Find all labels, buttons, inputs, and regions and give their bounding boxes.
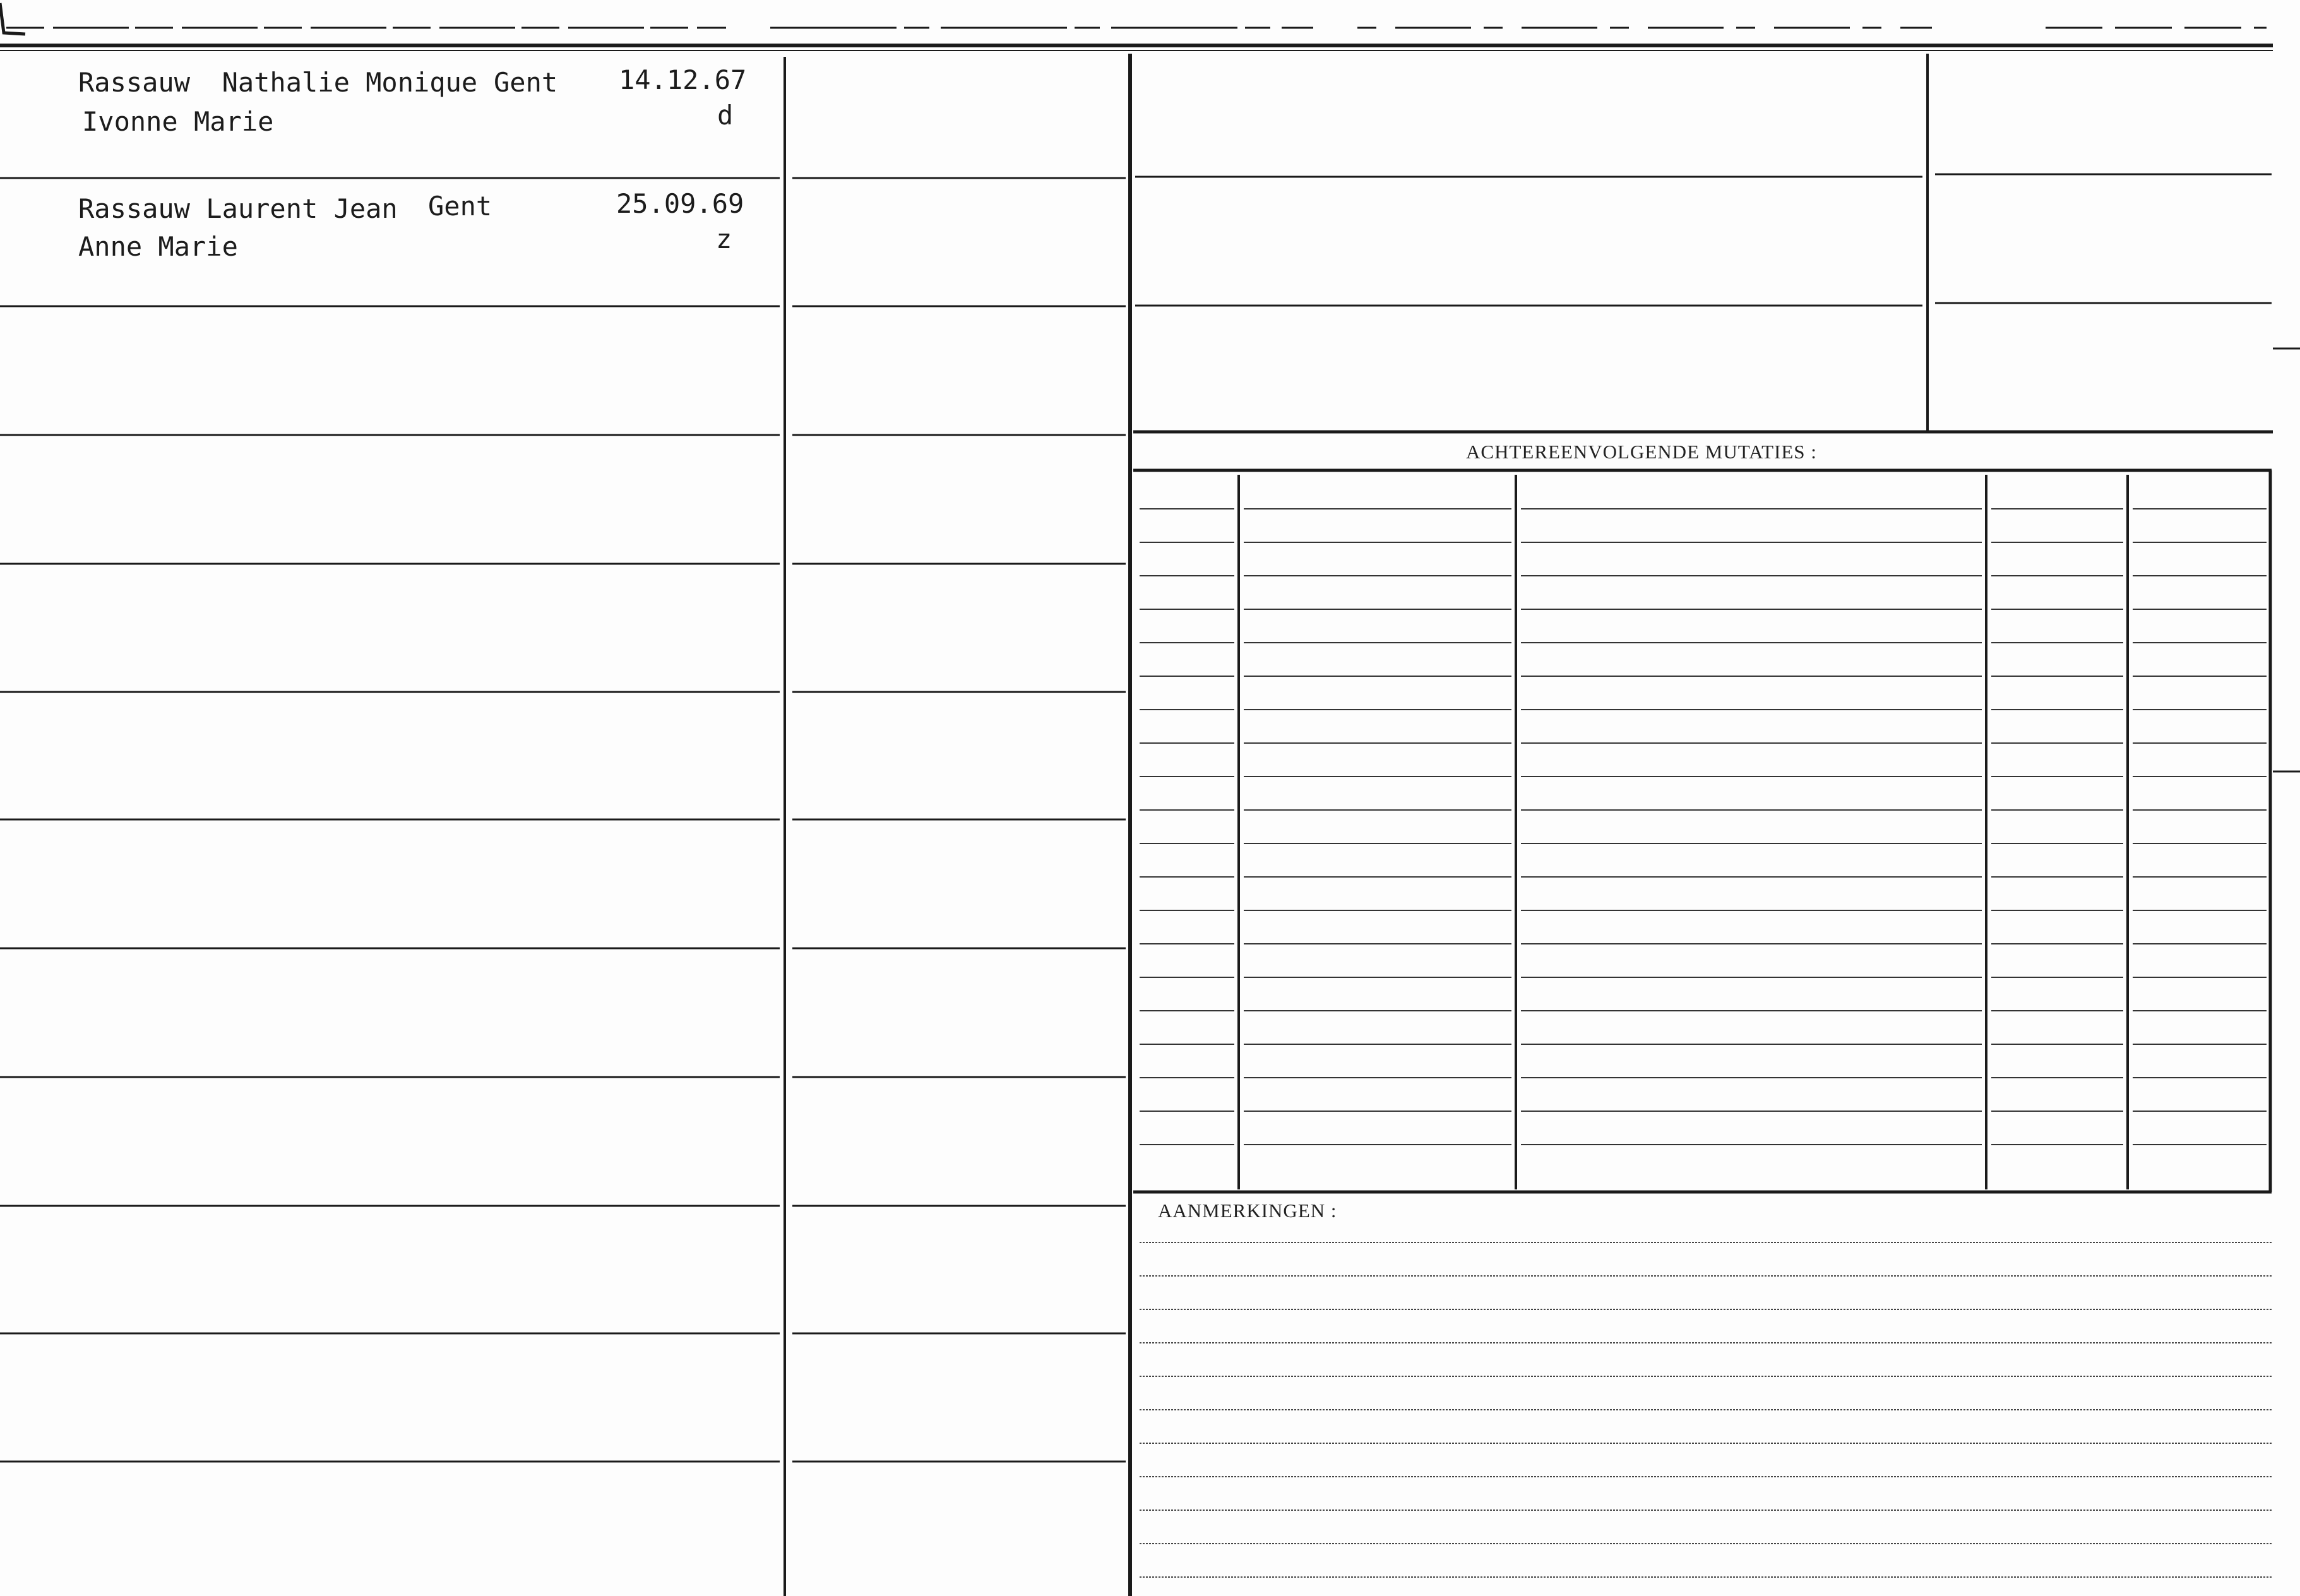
remarks-header: AANMERKINGEN : bbox=[1158, 1200, 1337, 1222]
right-upper-boxes bbox=[1133, 54, 2300, 771]
row-1-more-names: Ivonne Marie bbox=[82, 106, 274, 137]
mutations-table bbox=[1133, 470, 2272, 1192]
row-2-code: z bbox=[716, 223, 732, 254]
left-register-lines bbox=[785, 54, 1130, 1596]
row-1-date: 14.12.67 bbox=[619, 64, 747, 95]
row-2-place: Gent bbox=[428, 191, 492, 222]
remarks-ruled-lines bbox=[1140, 1242, 2272, 1577]
row-2-date: 25.09.69 bbox=[616, 188, 744, 219]
row-1-place: Gent bbox=[494, 67, 558, 98]
top-border bbox=[0, 3, 2273, 51]
row-1-code: d bbox=[717, 100, 734, 131]
row-2-more-names: Anne Marie bbox=[78, 231, 238, 262]
row-2-name: Rassauw Laurent Jean bbox=[78, 193, 398, 224]
mutations-header: ACHTEREENVOLGENDE MUTATIES : bbox=[1466, 441, 1817, 463]
left-row-dividers bbox=[0, 178, 1126, 1462]
mutations-ruled-lines bbox=[1140, 509, 2267, 1145]
row-1-name: Rassauw Nathalie Monique bbox=[78, 67, 478, 98]
